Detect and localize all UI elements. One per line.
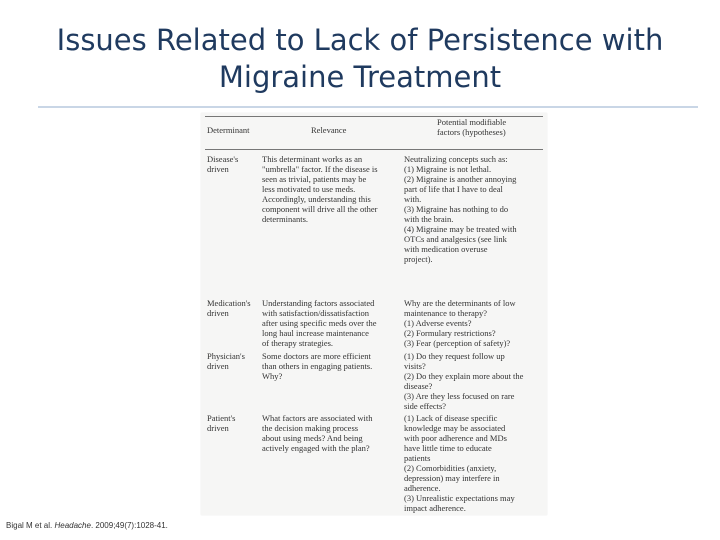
cell-relevance: This determinant works as an "umbrella" factor. If the disease is seen as trivial, patients may be less motivated to use meds. Accordingly, understanding this component will drive all the other determinants. — [262, 154, 378, 224]
cell-factors: Why are the determinants of low maintenance to therapy? (1) Adverse events? (2) Formulary restrictions? (3) Fear (perception of safety)? — [404, 298, 516, 348]
citation — [6, 521, 168, 530]
cell-factors: (1) Lack of disease specific knowledge may be associated with poor adherence and MDs have little time to educate patients (2) Comorbidities (anxiety, depression) may interfere in adherence. (3) Unrealistic expectations may impact adherence. — [404, 413, 515, 513]
cell-determinant: Medication's driven — [207, 298, 251, 318]
header-factors: Potential modifiable factors (hypotheses) — [437, 117, 507, 137]
cell-determinant: Disease's driven — [207, 154, 239, 174]
slide-title — [20, 22, 700, 96]
cell-relevance: Some doctors are more efficient than others in engaging patients. Why? — [262, 351, 373, 381]
header-determinant: Determinant — [207, 125, 250, 135]
cell-determinant: Physician's driven — [207, 351, 245, 371]
cell-determinant: Patient's driven — [207, 413, 236, 433]
title-divider — [38, 106, 698, 108]
persistence-issues-table — [201, 113, 547, 515]
table-header-rule — [205, 149, 543, 150]
citation-authors: Bigal M et al. — [6, 521, 55, 530]
header-relevance: Relevance — [311, 125, 347, 135]
slide-title-line-2: Migraine Treatment — [218, 60, 502, 94]
cell-relevance: Understanding factors associated with satisfaction/dissatisfaction after using specific meds over the long haul increase maintenance of therapy strategies. — [262, 298, 377, 348]
cell-factors: (1) Do they request follow up visits? (2) Do they explain more about the disease? (3) Are they less focused on rare side effects? — [404, 351, 524, 411]
citation-details: . 2009;49(7):1028-41. — [90, 521, 168, 530]
cell-factors: Neutralizing concepts such as: (1) Migraine is not lethal. (2) Migraine is another annoying part of life that I have to deal with. (3) Migraine has nothing to do with the brain. (4) Migraine may be treated with OTCs and analgesics (see link with medication overuse project). — [404, 154, 517, 264]
citation-journal: Headache — [54, 521, 91, 530]
slide-title-line-1: Issues Related to Lack of Persistence with — [56, 23, 664, 57]
cell-relevance: What factors are associated with the decision making process about using meds? And being actively engaged with the plan? — [262, 413, 373, 453]
